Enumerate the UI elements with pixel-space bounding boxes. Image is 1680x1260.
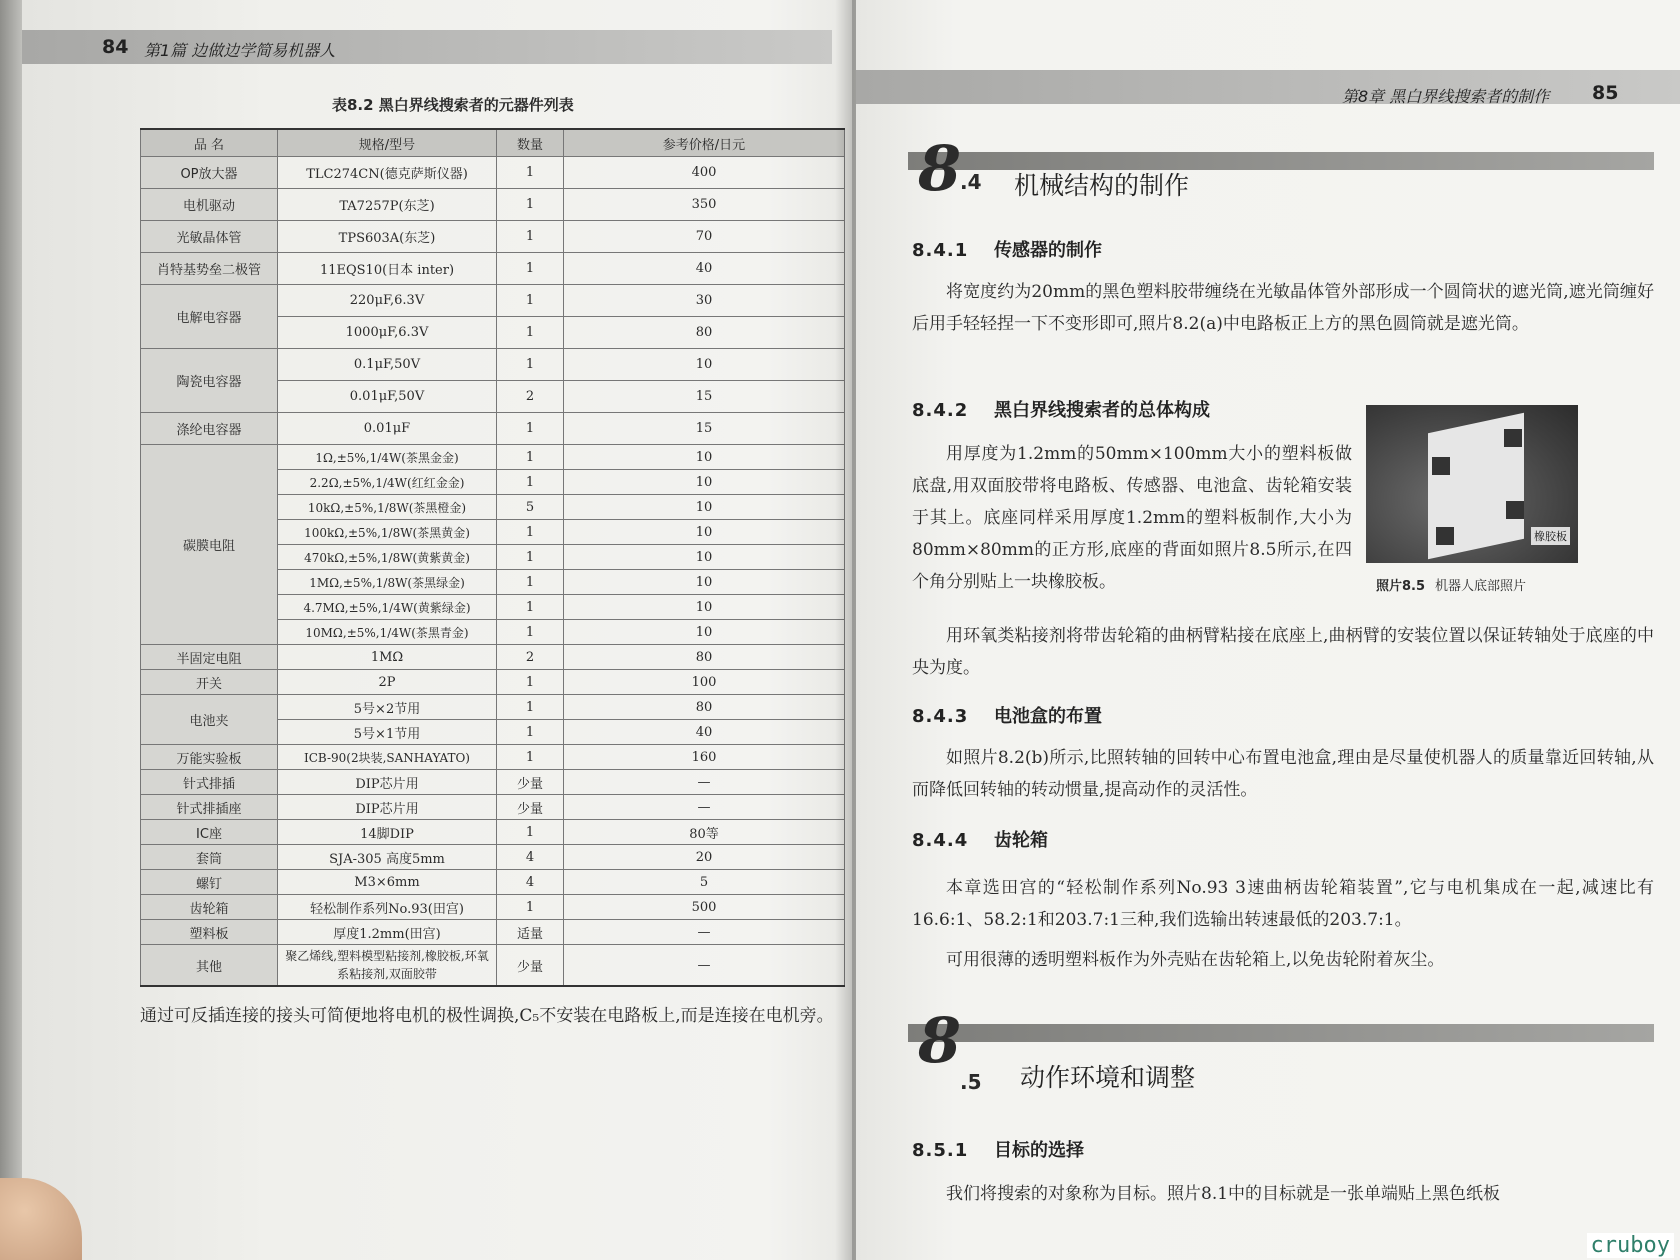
part-spec: TA7257P(东芝)	[278, 189, 497, 221]
part-price: 10	[564, 445, 845, 470]
part-qty: 4	[497, 870, 564, 895]
table-note-paragraph: 通过可反插连接的接头可简便地将电机的极性调换,C₅不安装在电路板上,而是连接在电机旁。	[140, 1006, 834, 1026]
part-price: —	[564, 945, 845, 987]
table-row	[141, 795, 845, 820]
part-qty: 1	[497, 253, 564, 285]
part-name: 齿轮箱	[141, 895, 278, 920]
section-number: 8	[918, 132, 962, 205]
part-price: 5	[564, 870, 845, 895]
part-name: 光敏晶体管	[141, 221, 278, 253]
part-spec: 0.1μF,50V	[278, 349, 497, 381]
table-row	[141, 445, 845, 470]
table-row	[141, 189, 845, 221]
part-qty: 1	[497, 285, 564, 317]
robot-bottom-photo	[1366, 405, 1578, 563]
part-price: 10	[564, 495, 845, 520]
part-qty: 少量	[497, 945, 564, 987]
part-name: 电机驱动	[141, 189, 278, 221]
part-qty: 1	[497, 349, 564, 381]
part-price: —	[564, 920, 845, 945]
part-spec: TLC274CN(德克萨斯仪器)	[278, 157, 497, 189]
part-spec: 5号×2节用	[278, 695, 497, 720]
photo-rubber-pad	[1504, 429, 1522, 447]
column-header: 参考价格/日元	[564, 129, 845, 157]
table-row	[141, 770, 845, 795]
part-name: 肖特基势垒二极管	[141, 253, 278, 285]
part-price: —	[564, 795, 845, 820]
table-row	[141, 285, 845, 317]
part-qty: 1	[497, 620, 564, 645]
part-spec: ICB-90(2块装,SANHAYATO)	[278, 745, 497, 770]
part-name: 针式排插座	[141, 795, 278, 820]
paragraph: 将宽度约为20mm的黑色塑料胶带缠绕在光敏晶体管外部形成一个圆筒状的遮光筒,遮光筒缠好后用手轻轻捏一下不变形即可,照片8.2(a)中电路板正上方的黑色圆筒就是遮光筒。	[912, 282, 1654, 334]
parts-table	[140, 128, 845, 987]
part-spec: 470kΩ,±5%,1/8W(黄紫黄金)	[278, 545, 497, 570]
part-price: 350	[564, 189, 845, 221]
part-qty: 4	[497, 845, 564, 870]
table-row	[141, 920, 845, 945]
table-row	[141, 645, 845, 670]
part-price: 40	[564, 253, 845, 285]
part-qty: 1	[497, 157, 564, 189]
watermark: cruboy	[1587, 1233, 1674, 1258]
subsection-number: 8.4.1	[912, 240, 969, 261]
part-price: 10	[564, 349, 845, 381]
table-row	[141, 870, 845, 895]
part-price: 15	[564, 413, 845, 445]
part-price: 10	[564, 520, 845, 545]
part-qty: 1	[497, 895, 564, 920]
part-name: 其他	[141, 945, 278, 987]
part-price: 500	[564, 895, 845, 920]
subsection-number: 8.4.3	[912, 706, 969, 727]
part-price: 100	[564, 670, 845, 695]
section-number-suffix: .5	[960, 1070, 982, 1094]
part-spec: 10kΩ,±5%,1/8W(茶黑橙金)	[278, 495, 497, 520]
header-bar	[856, 70, 1680, 104]
table-row	[141, 745, 845, 770]
part-qty: 1	[497, 570, 564, 595]
part-spec: 聚乙烯线,塑料模型粘接剂,橡胶板,环氧系粘接剂,双面胶带	[278, 945, 497, 987]
section-title: 机械结构的制作	[1014, 171, 1190, 200]
part-spec: 100kΩ,±5%,1/8W(茶黑黄金)	[278, 520, 497, 545]
table-row	[141, 157, 845, 189]
paragraph: 用环氧类粘接剂将带齿轮箱的曲柄臂粘接在底座上,曲柄臂的安装位置以保证转轴处于底座的中央为度。	[912, 626, 1654, 678]
photo-rubber-pad	[1436, 527, 1454, 545]
part-spec: TPS603A(东芝)	[278, 221, 497, 253]
part-qty: 1	[497, 670, 564, 695]
table-row	[141, 221, 845, 253]
part-price: 160	[564, 745, 845, 770]
subsection-heading	[912, 826, 1048, 852]
part-qty: 1	[497, 221, 564, 253]
subsection-heading	[912, 702, 1102, 728]
part-qty: 1	[497, 189, 564, 221]
part-price: 40	[564, 720, 845, 745]
subsection-number: 8.4.4	[912, 830, 969, 851]
part-qty: 1	[497, 470, 564, 495]
table-row	[141, 845, 845, 870]
part-qty: 少量	[497, 795, 564, 820]
part-qty: 1	[497, 820, 564, 845]
page-number: 85	[1592, 82, 1619, 104]
section-number-suffix: .4	[960, 170, 982, 194]
paragraph: 我们将搜索的对象称为目标。照片8.1中的目标就是一张单端贴上黑色纸板	[946, 1184, 1501, 1204]
table-row	[141, 253, 845, 285]
part-spec: 2.2Ω,±5%,1/4W(红红金金)	[278, 470, 497, 495]
part-name: IC座	[141, 820, 278, 845]
part-price: 400	[564, 157, 845, 189]
part-qty: 1	[497, 695, 564, 720]
table-row	[141, 895, 845, 920]
table-row	[141, 413, 845, 445]
subsection-number: 8.4.2	[912, 400, 969, 421]
part-spec: 厚度1.2mm(田宫)	[278, 920, 497, 945]
part-name: 万能实验板	[141, 745, 278, 770]
section-rule	[908, 1024, 1654, 1042]
part-price: 80等	[564, 820, 845, 845]
column-header: 规格/型号	[278, 129, 497, 157]
part-qty: 2	[497, 381, 564, 413]
subsection-heading	[912, 1136, 1084, 1162]
part-name: OP放大器	[141, 157, 278, 189]
section-number: 8	[918, 1004, 962, 1077]
part-qty: 1	[497, 317, 564, 349]
part-spec: 5号×1节用	[278, 720, 497, 745]
part-qty: 5	[497, 495, 564, 520]
part-qty: 1	[497, 545, 564, 570]
running-header: 第1篇 边做边学简易机器人	[144, 41, 336, 60]
photo-caption-number: 照片8.5	[1376, 579, 1426, 594]
part-qty: 1	[497, 595, 564, 620]
part-price: 80	[564, 317, 845, 349]
part-price: 10	[564, 595, 845, 620]
subsection-number: 8.5.1	[912, 1140, 969, 1161]
part-qty: 1	[497, 445, 564, 470]
photo-label: 橡胶板	[1531, 527, 1570, 545]
photo-caption-text: 机器人底部照片	[1435, 579, 1527, 594]
subsection-title: 电池盒的布置	[994, 706, 1102, 727]
part-name: 半固定电阻	[141, 645, 278, 670]
part-price: —	[564, 770, 845, 795]
subsection-heading	[912, 396, 1210, 422]
part-name: 塑料板	[141, 920, 278, 945]
subsection-title: 齿轮箱	[994, 830, 1048, 851]
part-spec: 220μF,6.3V	[278, 285, 497, 317]
part-qty: 适量	[497, 920, 564, 945]
part-spec: 0.01μF,50V	[278, 381, 497, 413]
column-header: 品 名	[141, 129, 278, 157]
paragraph: 本章选田宫的“轻松制作系列No.93 3速曲柄齿轮箱装置”,它与电机集成在一起,减速比有16.6:1、58.2:1和203.7:1三种,我们选输出转速最低的203.7:1。	[912, 878, 1654, 930]
part-qty: 2	[497, 645, 564, 670]
part-price: 10	[564, 545, 845, 570]
part-qty: 1	[497, 745, 564, 770]
subsection-title: 黑白界线搜索者的总体构成	[994, 400, 1210, 421]
page-number: 84	[102, 36, 129, 58]
photo-rubber-pad	[1432, 457, 1450, 475]
subsection-heading	[912, 236, 1102, 262]
section-title: 动作环境和调整	[1020, 1063, 1196, 1092]
part-name: 套筒	[141, 845, 278, 870]
part-spec: 1000μF,6.3V	[278, 317, 497, 349]
running-header: 第8章 黑白界线搜索者的制作	[1342, 87, 1550, 106]
subsection-title: 目标的选择	[994, 1140, 1084, 1161]
part-name: 开关	[141, 670, 278, 695]
part-spec: 14脚DIP	[278, 820, 497, 845]
part-price: 80	[564, 645, 845, 670]
part-price: 70	[564, 221, 845, 253]
part-spec: 0.01μF	[278, 413, 497, 445]
part-name: 陶瓷电容器	[141, 349, 278, 413]
table-row	[141, 945, 845, 987]
part-name: 碳膜电阻	[141, 445, 278, 645]
part-spec: DIP芯片用	[278, 770, 497, 795]
part-name: 电解电容器	[141, 285, 278, 349]
part-spec: 10MΩ,±5%,1/4W(茶黑青金)	[278, 620, 497, 645]
part-spec: 4.7MΩ,±5%,1/4W(黄紫绿金)	[278, 595, 497, 620]
part-spec: 1Ω,±5%,1/4W(茶黑金金)	[278, 445, 497, 470]
table-row	[141, 695, 845, 720]
part-spec: DIP芯片用	[278, 795, 497, 820]
part-price: 80	[564, 695, 845, 720]
table-caption: 表8.2 黑白界线搜索者的元器件列表	[332, 96, 574, 114]
part-spec: 轻松制作系列No.93(田宫)	[278, 895, 497, 920]
part-qty: 1	[497, 720, 564, 745]
part-name: 螺钉	[141, 870, 278, 895]
part-spec: 11EQS10(日本 inter)	[278, 253, 497, 285]
part-name: 针式排插	[141, 770, 278, 795]
part-spec: SJA-305 高度5mm	[278, 845, 497, 870]
paragraph: 如照片8.2(b)所示,比照转轴的回转中心布置电池盒,理由是尽量使机器人的质量靠近回转轴,从而降低回转轴的转动惯量,提高动作的灵活性。	[912, 748, 1654, 800]
part-price: 20	[564, 845, 845, 870]
table-row	[141, 820, 845, 845]
part-spec: 1MΩ	[278, 645, 497, 670]
left-page	[22, 0, 852, 1260]
part-spec: 1MΩ,±5%,1/8W(茶黑绿金)	[278, 570, 497, 595]
table-row	[141, 670, 845, 695]
part-price: 15	[564, 381, 845, 413]
paragraph: 用厚度为1.2mm的50mm×100mm大小的塑料板做底盘,用双面胶带将电路板、传感器、电池盒、齿轮箱安装于其上。底座同样采用厚度1.2mm的塑料板制作,大小为80mm×80mm的正方形,底座的背面如照片8.5所示,在四个角分别贴上一块橡胶板。	[912, 444, 1352, 592]
photo-rubber-pad	[1506, 501, 1524, 519]
table-row	[141, 349, 845, 381]
part-price: 10	[564, 620, 845, 645]
part-price: 10	[564, 470, 845, 495]
part-name: 电池夹	[141, 695, 278, 745]
part-qty: 1	[497, 520, 564, 545]
right-page	[856, 0, 1680, 1260]
part-price: 10	[564, 570, 845, 595]
part-qty: 少量	[497, 770, 564, 795]
subsection-title: 传感器的制作	[994, 240, 1102, 261]
column-header: 数量	[497, 129, 564, 157]
part-spec: 2P	[278, 670, 497, 695]
photo-caption	[1376, 575, 1526, 594]
part-qty: 1	[497, 413, 564, 445]
part-name: 涤纶电容器	[141, 413, 278, 445]
part-price: 30	[564, 285, 845, 317]
part-spec: M3×6mm	[278, 870, 497, 895]
paragraph: 可用很薄的透明塑料板作为外壳贴在齿轮箱上,以免齿轮附着灰尘。	[946, 950, 1445, 970]
